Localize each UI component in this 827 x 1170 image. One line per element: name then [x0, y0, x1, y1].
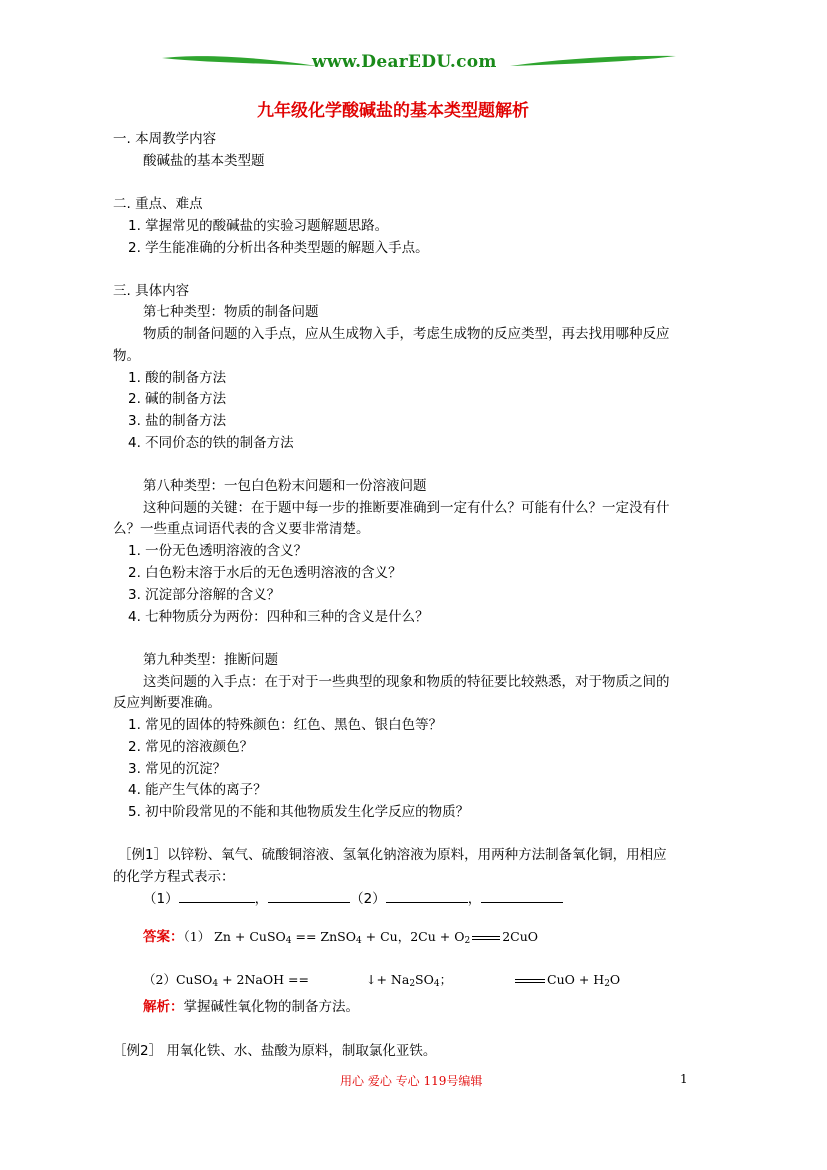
list-item: 2. 学生能准确的分析出各种类型题的解题入手点。 — [128, 240, 429, 256]
type-7-heading: 第七种类型：物质的制备问题 — [143, 304, 319, 320]
analysis-text: 掌握碱性氧化物的制备方法。 — [183, 999, 359, 1015]
section-1-heading: 一. 本周教学内容 — [113, 131, 217, 147]
list-item: 5. 初中阶段常见的不能和其他物质发生化学反应的物质？ — [128, 804, 470, 820]
page-title: 九年级化学酸碱盐的基本类型题解析 — [257, 101, 529, 121]
comma: ， — [254, 891, 269, 907]
answer-label: 答案： — [143, 929, 184, 945]
list-item: 4. 能产生气体的离子？ — [128, 782, 267, 798]
answer-blank[interactable] — [268, 889, 350, 903]
list-item: 2. 常见的溶液颜色？ — [128, 739, 254, 755]
reaction-arrow — [515, 979, 545, 983]
answer-blank[interactable] — [386, 889, 468, 903]
answer-line-2-decomposition: CuO + $H_2O$ — [513, 969, 620, 990]
list-item: 4. 不同价态的铁的制备方法 — [128, 435, 294, 451]
header-swoosh-left — [160, 50, 320, 74]
list-item: 1. 一份无色透明溶液的含义？ — [128, 543, 308, 559]
type-8-paragraph-line-2: 么？一些重点词语代表的含义要非常清楚。 — [113, 521, 370, 537]
footer-text: 用心 爱心 专心 119号编辑 — [340, 1074, 483, 1088]
example-1-line-2: 的化学方程式表示： — [113, 869, 235, 885]
section-1-content: 酸碱盐的基本类型题 — [143, 153, 265, 169]
example-1-line-1: ［例1］以锌粉、氧气、硫酸铜溶液、氢氧化钠溶液为原料，用两种方法制备氧化铜，用相应 — [118, 847, 667, 863]
section-2-heading: 二. 重点、难点 — [113, 196, 203, 212]
header-site-name[interactable]: www.DearEDU.com — [312, 52, 497, 72]
list-item: 3. 常见的沉淀？ — [128, 761, 227, 777]
list-item: 1. 酸的制备方法 — [128, 370, 227, 386]
reaction-arrow — [472, 936, 500, 940]
example-2-line: ［例2］ 用氧化铁、水、盐酸为原料，制取氯化亚铁。 — [113, 1043, 437, 1059]
equation-1: （1） Zn + CuSO$_4$ == ZnSO$_4$ + Cu，$2Cu + O_2$ 2CuO — [183, 929, 539, 946]
blank-label-2: （2） — [350, 891, 386, 907]
answer-blank[interactable] — [179, 889, 255, 903]
list-item: 2. 碱的制备方法 — [128, 391, 227, 407]
list-item: 3. 沉淀部分溶解的含义？ — [128, 587, 281, 603]
list-item: 1. 常见的固体的特殊颜色：红色、黑色、银白色等？ — [128, 717, 443, 733]
page-number: 1 — [680, 1072, 688, 1086]
type-7-paragraph-line-2: 物。 — [113, 348, 140, 364]
analysis-line — [143, 997, 359, 1018]
answer-line-2: （2）CuSO$_4$ + 2NaOH == — [143, 972, 309, 989]
answer-line-2-precipitate: ↓+ $Na_2SO_4$； — [366, 972, 453, 989]
type-9-paragraph-line-2: 反应判断要准确。 — [113, 695, 221, 711]
header-swoosh-right — [508, 50, 678, 74]
answer-line-1 — [143, 926, 538, 948]
list-item: 2. 白色粉末溶于水后的无色透明溶液的含义？ — [128, 565, 402, 581]
list-item: 1. 掌握常见的酸碱盐的实验习题解题思路。 — [128, 218, 389, 234]
comma: ， — [467, 891, 482, 907]
type-8-heading: 第八种类型：一包白色粉末问题和一份溶液问题 — [143, 478, 427, 494]
answer-blank[interactable] — [481, 889, 563, 903]
analysis-label: 解析： — [143, 999, 184, 1015]
section-3-heading: 三. 具体内容 — [113, 283, 190, 299]
type-9-paragraph-line-1: 这类问题的入手点：在于对于一些典型的现象和物质的特征要比较熟悉，对于物质之间的 — [143, 674, 670, 690]
example-1-blanks — [143, 889, 563, 910]
list-item: 4. 七种物质分为两份：四种和三种的含义是什么？ — [128, 609, 429, 625]
blank-label-1: （1） — [143, 891, 179, 907]
type-8-paragraph-line-1: 这种问题的关键：在于题中每一步的推断要准确到一定有什么？可能有什么？一定没有什 — [143, 500, 670, 516]
type-9-heading: 第九种类型：推断问题 — [143, 652, 278, 668]
type-7-paragraph-line-1: 物质的制备问题的入手点，应从生成物入手，考虑生成物的反应类型，再去找用哪种反应 — [143, 326, 670, 342]
list-item: 3. 盐的制备方法 — [128, 413, 227, 429]
